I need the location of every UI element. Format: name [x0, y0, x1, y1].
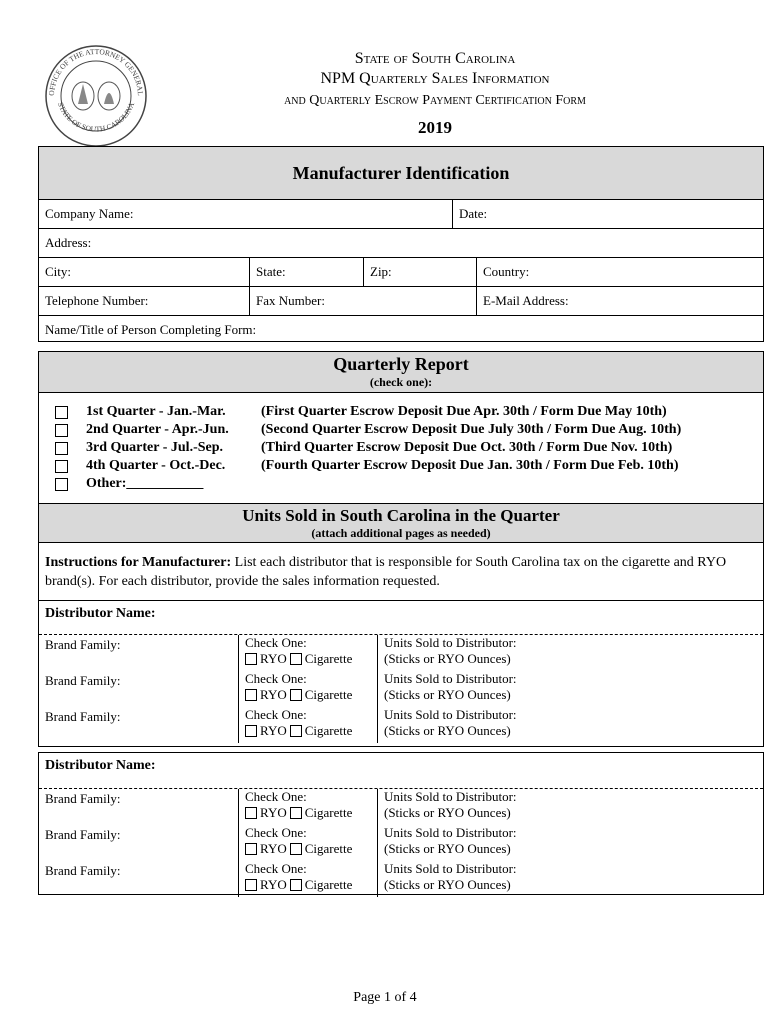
brand-row	[39, 861, 763, 897]
units-sold-hint: (Sticks or RYO Ounces)	[384, 877, 511, 892]
cigarette-label: Cigarette	[304, 687, 353, 702]
cigarette-label: Cigarette	[304, 651, 353, 666]
units-heading: Units Sold in South Carolina in the Quarter	[242, 506, 560, 525]
check-one-label: Check One:	[245, 825, 307, 840]
quarter-option-3	[55, 439, 673, 457]
quarter-1-label: 1st Quarter - Jan.-Mar.	[86, 404, 226, 419]
quarter-2-checkbox[interactable]	[55, 424, 68, 437]
units-sold-label: Units Sold to Distributor:	[384, 707, 517, 722]
header-line-2: NPM Quarterly Sales Information	[320, 70, 550, 87]
distributor-name-label: Distributor Name:	[45, 758, 156, 773]
city-row	[39, 258, 763, 287]
check-one-label: Check One:	[245, 635, 307, 650]
cigarette-checkbox[interactable]	[290, 725, 302, 737]
company-row	[39, 200, 763, 229]
ryo-label: RYO	[260, 723, 287, 738]
quarter-option-2	[55, 421, 682, 439]
units-sold-hint: (Sticks or RYO Ounces)	[384, 805, 511, 820]
instructions-label: Instructions for Manufacturer:	[45, 555, 232, 570]
check-one-label: Check One:	[245, 671, 307, 686]
units-sold-field[interactable]	[377, 671, 517, 707]
brand-row	[39, 707, 763, 743]
units-sold-label: Units Sold to Distributor:	[384, 861, 517, 876]
telephone-field[interactable]: Telephone Number:	[45, 293, 149, 308]
ryo-checkbox[interactable]	[245, 843, 257, 855]
quarter-option-1	[55, 403, 667, 421]
units-sold-field[interactable]	[377, 707, 517, 743]
brand-row	[39, 671, 763, 707]
manufacturer-instructions	[39, 543, 763, 601]
distributor-name-2[interactable]	[39, 753, 763, 789]
address-field[interactable]: Address:	[45, 235, 92, 250]
header-line-3: and Quarterly Escrow Payment Certification Form	[284, 93, 586, 108]
distributor-name-1[interactable]	[39, 601, 763, 635]
date-field[interactable]: Date:	[452, 200, 763, 228]
units-sold-hint: (Sticks or RYO Ounces)	[384, 723, 511, 738]
brand-family-field[interactable]: Brand Family:	[45, 863, 121, 878]
quarter-other-checkbox[interactable]	[55, 478, 68, 491]
address-row	[39, 229, 763, 258]
ryo-label: RYO	[260, 651, 287, 666]
quarterly-subheading: (check one):	[369, 375, 433, 389]
check-one-label: Check One:	[245, 707, 307, 722]
ryo-checkbox[interactable]	[245, 807, 257, 819]
company-name-field[interactable]: Company Name:	[45, 206, 134, 221]
brand-row	[39, 635, 763, 671]
check-one-group	[238, 825, 352, 861]
quarter-option-other	[55, 475, 204, 493]
cigarette-checkbox[interactable]	[290, 807, 302, 819]
name-title-field[interactable]: Name/Title of Person Completing Form:	[45, 322, 257, 337]
units-header	[39, 504, 763, 543]
units-subheading: (attach additional pages as needed)	[311, 526, 491, 540]
ryo-label: RYO	[260, 877, 287, 892]
quarter-1-checkbox[interactable]	[55, 406, 68, 419]
manufacturer-identification-section	[38, 146, 764, 342]
country-field[interactable]: Country:	[476, 258, 763, 286]
cigarette-label: Cigarette	[304, 805, 353, 820]
quarter-2-due: (Second Quarter Escrow Deposit Due July 30th / Form Due Aug. 10th)	[261, 422, 682, 437]
quarterly-report-section	[38, 351, 764, 747]
cigarette-checkbox[interactable]	[290, 689, 302, 701]
ryo-label: RYO	[260, 841, 287, 856]
units-sold-hint: (Sticks or RYO Ounces)	[384, 841, 511, 856]
page-number: Page 1 of 4	[353, 990, 417, 1005]
units-sold-hint: (Sticks or RYO Ounces)	[384, 651, 511, 666]
cigarette-label: Cigarette	[304, 723, 353, 738]
brand-row	[39, 789, 763, 825]
brand-family-field[interactable]: Brand Family:	[45, 709, 121, 724]
state-field[interactable]: State:	[249, 258, 363, 286]
check-one-label: Check One:	[245, 861, 307, 876]
brand-row	[39, 825, 763, 861]
quarter-3-checkbox[interactable]	[55, 442, 68, 455]
instructions-text: List each distributor that is responsible for South Carolina tax on the cigarette and RYO brand(s). For each distributor, provide the sales information requested.	[45, 555, 727, 589]
quarter-4-checkbox[interactable]	[55, 460, 68, 473]
email-field[interactable]: E-Mail Address:	[476, 287, 763, 315]
units-sold-field[interactable]	[377, 861, 517, 897]
ryo-checkbox[interactable]	[245, 689, 257, 701]
ryo-label: RYO	[260, 805, 287, 820]
cigarette-checkbox[interactable]	[290, 879, 302, 891]
contact-row	[39, 287, 763, 316]
quarter-3-label: 3rd Quarter - Jul.-Sep.	[86, 440, 224, 455]
attorney-general-seal	[44, 44, 148, 148]
form-year: 2019	[418, 118, 452, 137]
check-one-group	[238, 861, 352, 897]
quarter-2-label: 2nd Quarter - Apr.-Jun.	[86, 422, 229, 437]
quarter-3-due: (Third Quarter Escrow Deposit Due Oct. 30th / Form Due Nov. 10th)	[261, 440, 673, 455]
manufacturer-heading: Manufacturer Identification	[39, 147, 763, 200]
ryo-checkbox[interactable]	[245, 653, 257, 665]
quarter-1-due: (First Quarter Escrow Deposit Due Apr. 30th / Form Due May 10th)	[261, 404, 667, 419]
svg-text:STATE OF SOUTH CAROLINA: STATE OF SOUTH CAROLINA	[55, 100, 137, 134]
check-one-group	[238, 707, 352, 743]
check-one-group	[238, 789, 352, 825]
cigarette-label: Cigarette	[304, 841, 353, 856]
city-field[interactable]: City:	[45, 264, 72, 279]
fax-field[interactable]: Fax Number:	[249, 287, 476, 315]
cigarette-checkbox[interactable]	[290, 653, 302, 665]
units-sold-label: Units Sold to Distributor:	[384, 789, 517, 804]
cigarette-checkbox[interactable]	[290, 843, 302, 855]
quarter-option-4	[55, 457, 679, 475]
ryo-checkbox[interactable]	[245, 725, 257, 737]
quarter-options	[39, 393, 763, 504]
brand-family-field[interactable]: Brand Family:	[45, 827, 121, 842]
header-line-1: State of South Carolina	[354, 50, 516, 67]
units-sold-hint: (Sticks or RYO Ounces)	[384, 687, 511, 702]
units-sold-label: Units Sold to Distributor:	[384, 671, 517, 686]
units-sold-field[interactable]	[377, 825, 517, 861]
quarterly-header	[39, 352, 763, 393]
cigarette-label: Cigarette	[304, 877, 353, 892]
ryo-checkbox[interactable]	[245, 879, 257, 891]
units-sold-field[interactable]	[377, 789, 517, 825]
name-title-row	[39, 316, 763, 344]
distributor-section-2	[38, 752, 764, 895]
ryo-label: RYO	[260, 687, 287, 702]
check-one-group	[238, 635, 352, 671]
svg-text:OFFICE OF THE ATTORNEY GENERAL: OFFICE OF THE ATTORNEY GENERAL	[46, 46, 146, 96]
brand-family-field[interactable]: Brand Family:	[45, 673, 121, 688]
quarter-other-label: Other:___________	[86, 476, 204, 491]
quarter-4-label: 4th Quarter - Oct.-Dec.	[86, 458, 226, 473]
units-sold-label: Units Sold to Distributor:	[384, 635, 517, 650]
brand-family-field[interactable]: Brand Family:	[45, 791, 121, 806]
brand-family-field[interactable]: Brand Family:	[45, 637, 121, 652]
quarter-4-due: (Fourth Quarter Escrow Deposit Due Jan. 30th / Form Due Feb. 10th)	[261, 458, 679, 473]
check-one-group	[238, 671, 352, 707]
units-sold-field[interactable]	[377, 635, 517, 671]
units-sold-label: Units Sold to Distributor:	[384, 825, 517, 840]
check-one-label: Check One:	[245, 789, 307, 804]
zip-field[interactable]: Zip:	[363, 258, 476, 286]
distributor-name-label: Distributor Name:	[45, 606, 156, 621]
quarterly-heading: Quarterly Report	[333, 354, 469, 374]
